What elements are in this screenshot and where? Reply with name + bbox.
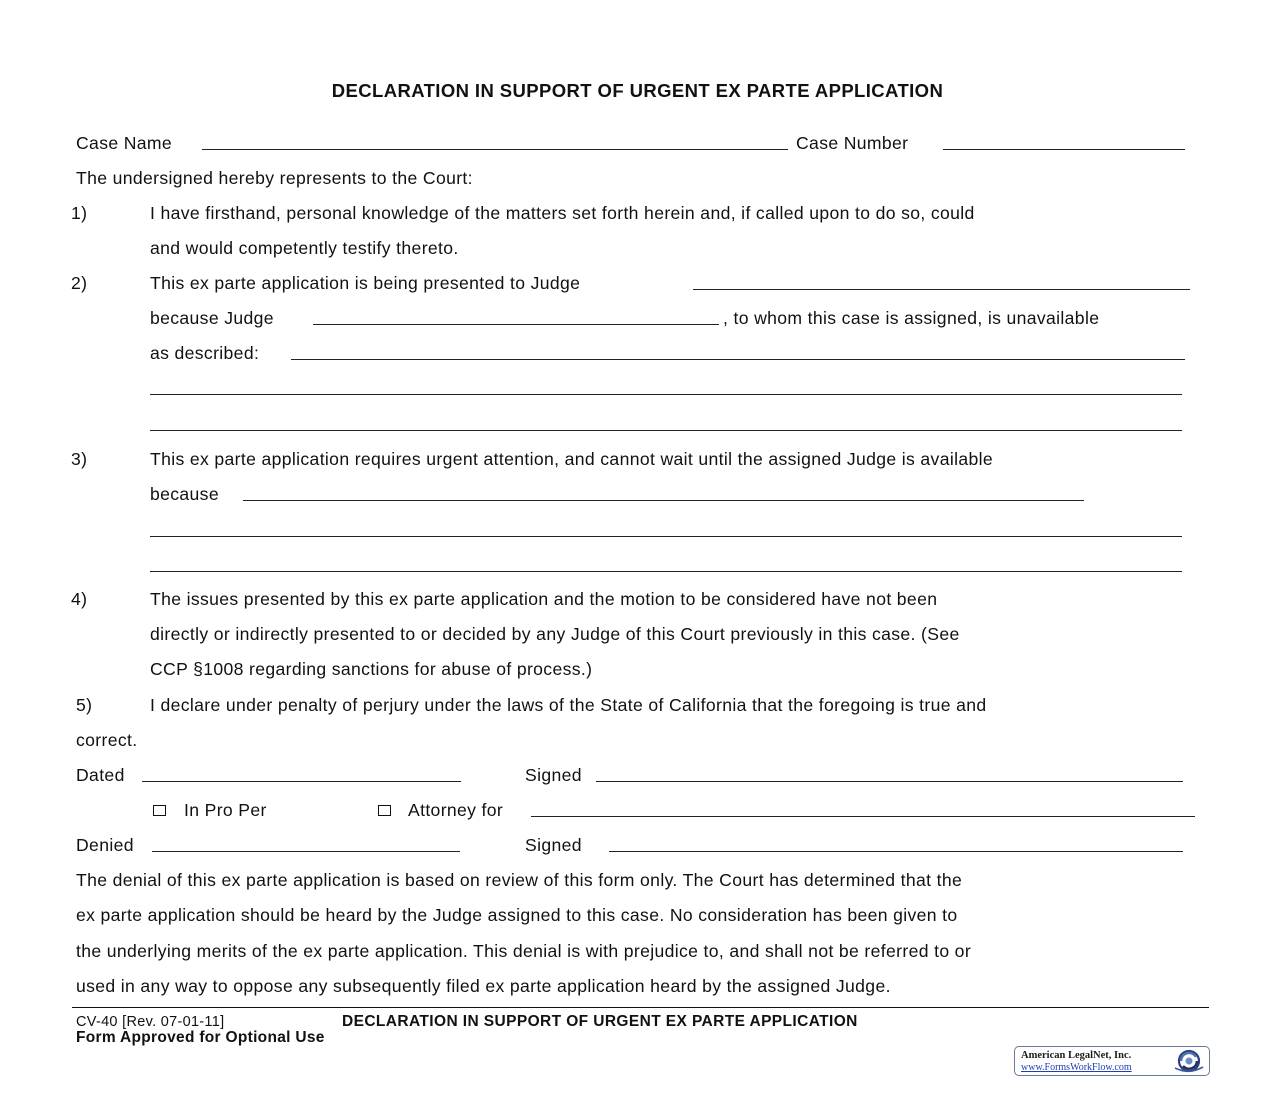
denied-field[interactable]: [152, 851, 460, 852]
attorney-for-field[interactable]: [531, 816, 1195, 817]
item-1-number: 1): [71, 203, 88, 223]
urgency-reason-field-1[interactable]: [243, 500, 1084, 501]
attorney-for-checkbox[interactable]: [378, 805, 391, 816]
in-pro-per-label: In Pro Per: [184, 800, 267, 820]
urgency-reason-field-3[interactable]: [150, 571, 1182, 572]
footer-form-title: DECLARATION IN SUPPORT OF URGENT EX PARTE APPLICATION: [342, 1013, 858, 1030]
item-4-line-3: CCP §1008 regarding sanctions for abuse of process.): [150, 659, 593, 679]
signed-label: Signed: [525, 765, 582, 785]
item-3-number: 3): [71, 449, 88, 469]
publisher-globe-icon: [1172, 1048, 1206, 1079]
item-2-line-1: This ex parte application is being presented to Judge: [150, 273, 581, 293]
assigned-judge-field[interactable]: [313, 324, 719, 325]
in-pro-per-checkbox[interactable]: [153, 805, 166, 816]
denial-line-2: ex parte application should be heard by the Judge assigned to this case. No consideration has been given to: [76, 905, 958, 925]
item-4-line-1: The issues presented by this ex parte application and the motion to be considered have not been: [150, 589, 938, 609]
signed-2-field[interactable]: [609, 851, 1183, 852]
denied-label: Denied: [76, 835, 134, 855]
case-name-field[interactable]: [202, 149, 788, 150]
intro-text: The undersigned hereby represents to the Court:: [76, 168, 473, 188]
item-4-number: 4): [71, 589, 88, 609]
dated-label: Dated: [76, 765, 125, 785]
unavailable-reason-field-1[interactable]: [291, 359, 1185, 360]
presenting-judge-field[interactable]: [693, 289, 1190, 290]
denial-line-1: The denial of this ex parte application is based on review of this form only. The Court has determined that the: [76, 870, 963, 890]
signed-field[interactable]: [596, 781, 1183, 782]
item-2-line-3: as described:: [150, 343, 260, 363]
item-2-number: 2): [71, 273, 88, 293]
case-number-field[interactable]: [943, 149, 1185, 150]
case-name-label: Case Name: [76, 133, 173, 153]
item-3-line-1: This ex parte application requires urgent attention, and cannot wait until the assigned Judge is available: [150, 449, 994, 469]
footer-divider: [72, 1007, 1209, 1008]
item-5-number: 5): [76, 695, 93, 715]
form-approval-note: Form Approved for Optional Use: [76, 1029, 325, 1046]
publisher-url[interactable]: www.FormsWorkFlow.com: [1021, 1062, 1132, 1073]
unavailable-reason-field-3[interactable]: [150, 430, 1182, 431]
item-5-line-1: I declare under penalty of perjury under the laws of the State of California that the foregoing is true and: [150, 695, 987, 715]
attorney-for-label: Attorney for: [408, 800, 504, 820]
denial-line-3: the underlying merits of the ex parte application. This denial is with prejudice to, and shall not be referred to or: [76, 941, 972, 961]
item-4-line-2: directly or indirectly presented to or decided by any Judge of this Court previously in this case. (See: [150, 624, 960, 644]
item-1-line-2: and would competently testify thereto.: [150, 238, 459, 258]
item-3-line-2: because: [150, 484, 219, 504]
form-code: CV-40 [Rev. 07-01-11]: [76, 1014, 225, 1030]
case-number-label: Case Number: [796, 133, 909, 153]
form-title: DECLARATION IN SUPPORT OF URGENT EX PARTE APPLICATION: [331, 80, 944, 101]
item-1-line-1: I have firsthand, personal knowledge of the matters set forth herein and, if called upon to do so, could: [150, 203, 975, 223]
publisher-logo[interactable]: [1014, 1046, 1210, 1076]
item-5-line-2: correct.: [76, 730, 138, 750]
signed-2-label: Signed: [525, 835, 582, 855]
item-2-line-2b: , to whom this case is assigned, is unavailable: [723, 308, 1100, 328]
item-2-line-2a: because Judge: [150, 308, 274, 328]
urgency-reason-field-2[interactable]: [150, 536, 1182, 537]
publisher-name: American LegalNet, Inc.: [1021, 1050, 1132, 1061]
unavailable-reason-field-2[interactable]: [150, 394, 1182, 395]
denial-line-4: used in any way to oppose any subsequently filed ex parte application heard by the assigned Judge.: [76, 976, 891, 996]
dated-field[interactable]: [142, 781, 461, 782]
